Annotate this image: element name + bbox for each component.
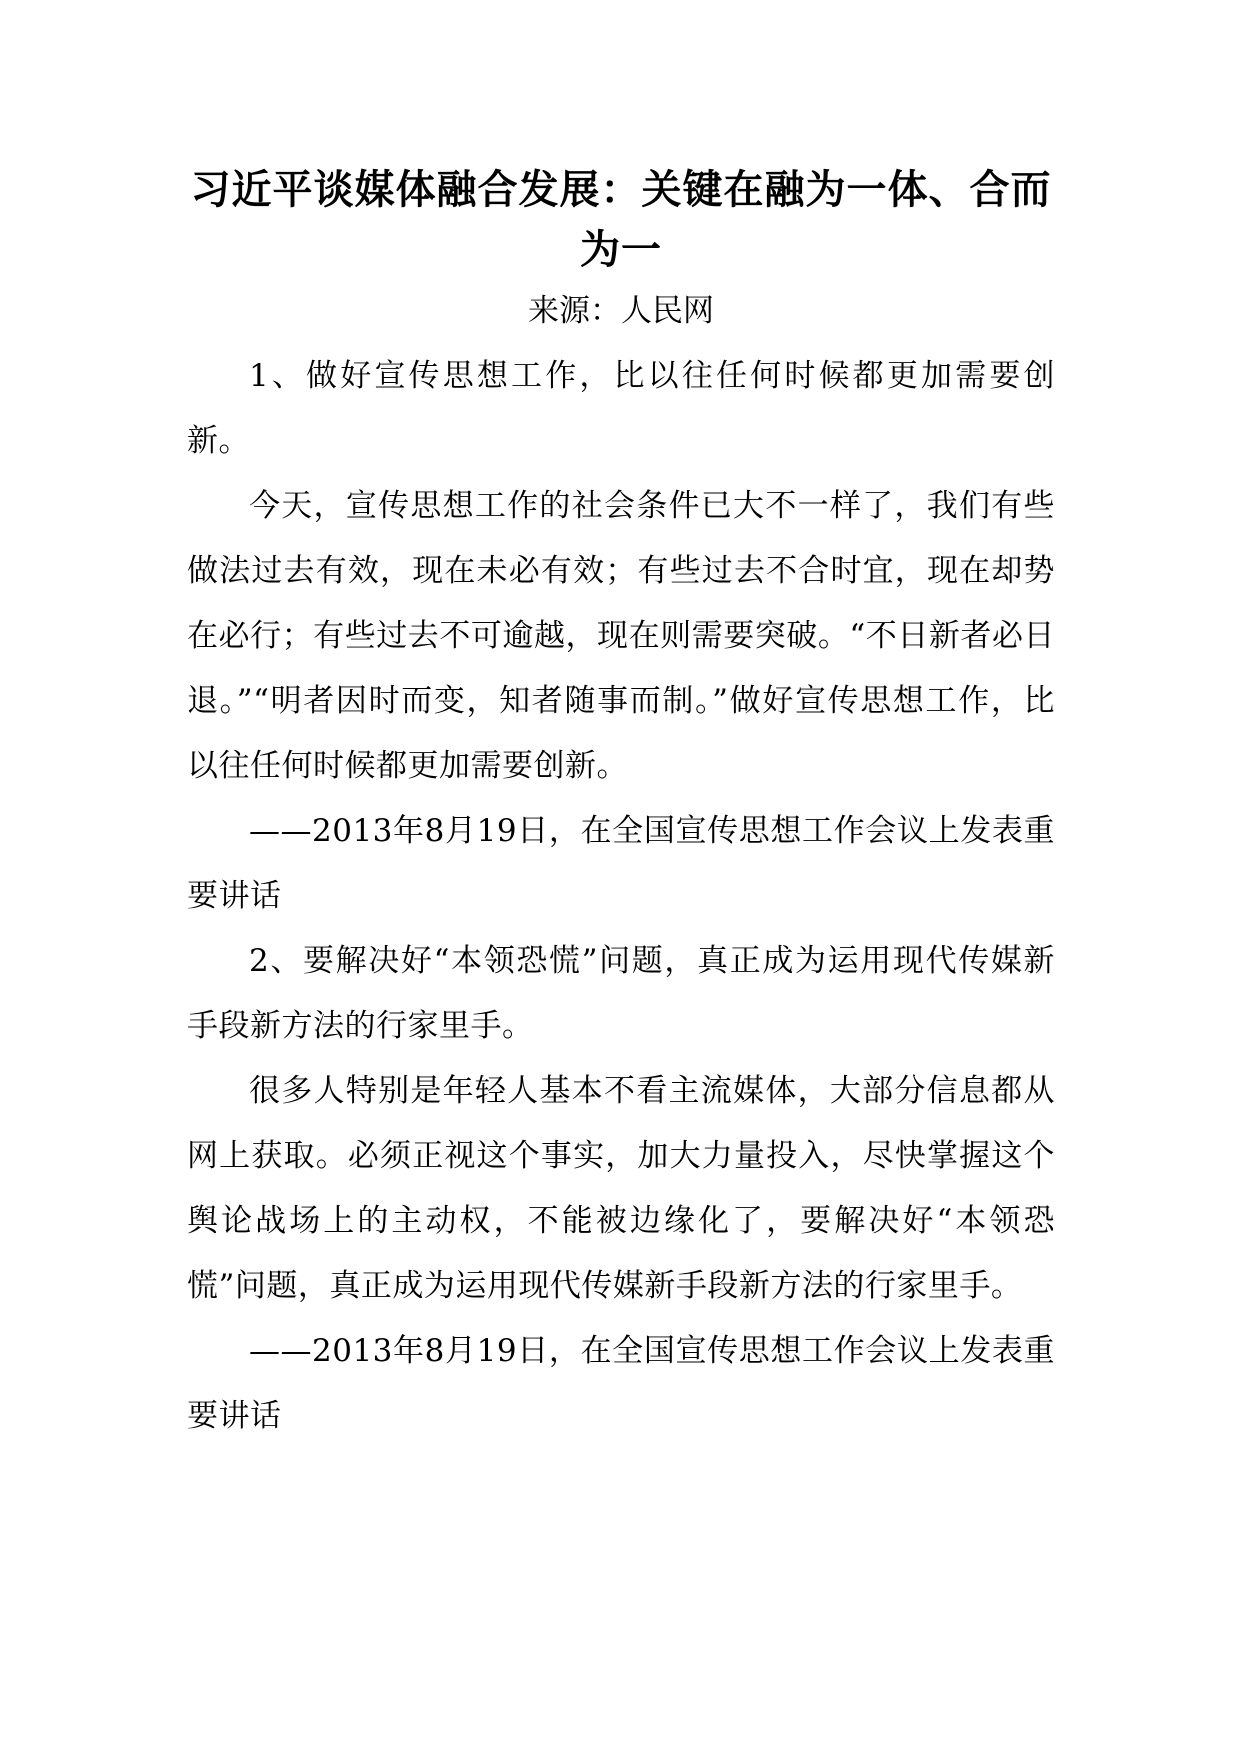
- source-line: 来源：人民网: [528, 293, 714, 329]
- paragraph-point-1-body: 今天，宣传思想工作的社会条件已大不一样了，我们有些做法过去有效，现在未必有效；有些过去不合时宜，现在却势在必行；有些过去不可逾越，现在则需要突破。“不日新者必日退。”“明者因时而变，知者随事而制。”做好宣传思想工作，比以往任何时候都更加需要创新。: [187, 488, 1055, 784]
- document-body: [187, 160, 1055, 1449]
- paragraph-point-2-body: 很多人特别是年轻人基本不看主流媒体，大部分信息都从网上获取。必须正视这个事实，加大力量投入，尽快掌握这个舆论战场上的主动权，不能被边缘化了，要解决好“本领恐慌”问题，真正成为运用现代传媒新手段新方法的行家里手。: [187, 1073, 1055, 1304]
- paragraph-point-1-attribution: ——2013年8月19日，在全国宣传思想工作会议上发表重要讲话: [187, 813, 1055, 914]
- paragraph-point-1-heading: 1、做好宣传思想工作，比以往任何时候都更加需要创新。: [187, 358, 1055, 459]
- paragraph-point-2-attribution: ——2013年8月19日，在全国宣传思想工作会议上发表重要讲话: [187, 1333, 1055, 1434]
- document-title: 习近平谈媒体融合发展：关键在融为一体、合而为一: [190, 167, 1052, 273]
- paragraph-point-2-heading: 2、要解决好“本领恐慌”问题，真正成为运用现代传媒新手段新方法的行家里手。: [187, 943, 1055, 1044]
